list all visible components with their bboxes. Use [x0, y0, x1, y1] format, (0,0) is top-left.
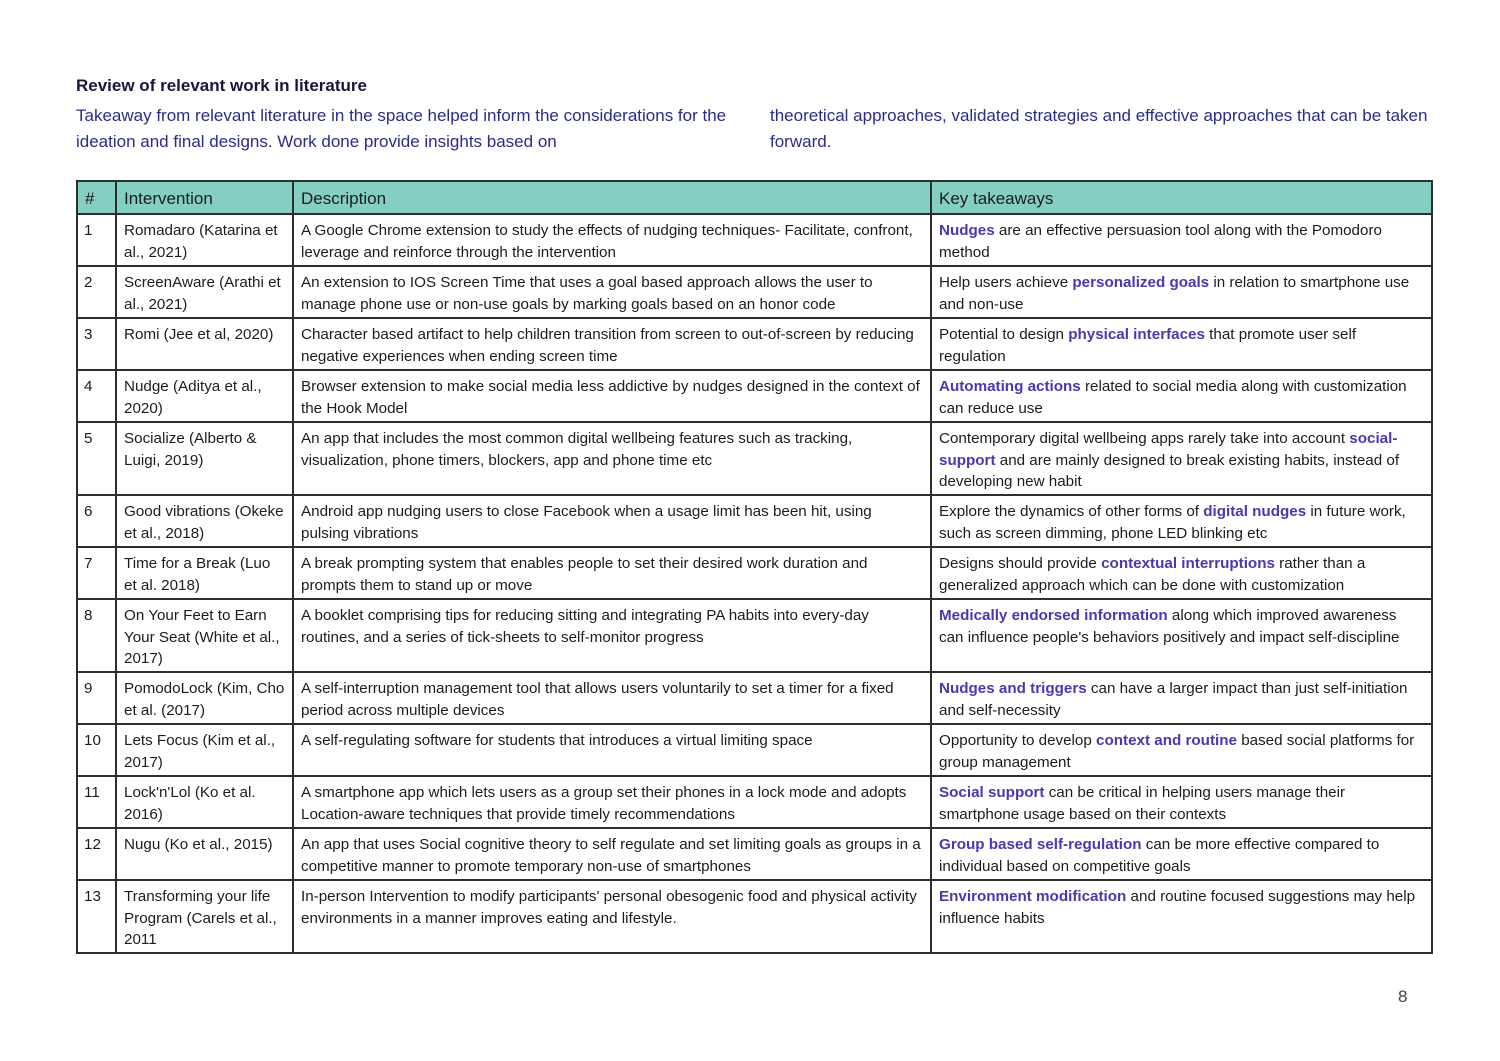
table-header-row — [77, 181, 1432, 214]
key-takeaway-cell — [931, 672, 1432, 724]
description-cell: A Google Chrome extension to study the effects of nudging techniques- Facilitate, confront, leverage and reinforce through the intervention — [293, 214, 931, 266]
description-cell: An extension to IOS Screen Time that uses a goal based approach allows the user to manage phone use or non-use goals by marking goals based on an honor code — [293, 266, 931, 318]
intro-paragraph-left: Takeaway from relevant literature in the space helped inform the considerations for the ideation and final designs. Work done provide insights based on — [76, 106, 727, 151]
row-number: 7 — [77, 547, 116, 599]
key-takeaway-cell — [931, 599, 1432, 672]
takeaway-text-after: can be critical in helping users manage their smartphone usage based on their contexts — [939, 784, 1346, 823]
takeaway-text-before: Contemporary digital wellbeing apps rarely take into account — [939, 430, 1350, 447]
description-cell: An app that uses Social cognitive theory to self regulate and set limiting goals as groups in a competitive manner to promote temporary non-use of smartphones — [293, 828, 931, 880]
intervention-cell: Lets Focus (Kim et al., 2017) — [116, 724, 293, 776]
key-takeaway-cell — [931, 776, 1432, 828]
table-row — [77, 495, 1432, 547]
takeaway-keyword: Medically endorsed information — [939, 607, 1168, 624]
description-cell: Browser extension to make social media less addictive by nudges designed in the context of the Hook Model — [293, 370, 931, 422]
column-header-intervention: Intervention — [116, 181, 293, 214]
row-number: 8 — [77, 599, 116, 672]
intervention-cell: Romi (Jee et al, 2020) — [116, 318, 293, 370]
key-takeaway-cell — [931, 724, 1432, 776]
takeaway-text-after: related to social media along with customization can reduce use — [939, 378, 1407, 417]
intervention-cell: PomodoLock (Kim, Cho et al. (2017) — [116, 672, 293, 724]
row-number: 12 — [77, 828, 116, 880]
takeaway-text-before: Help users achieve — [939, 274, 1073, 291]
takeaway-keyword: social-support — [939, 430, 1398, 469]
takeaway-keyword: Automating actions — [939, 378, 1081, 395]
intro-paragraph-right: theoretical approaches, validated strategies and effective approaches that can be taken forward. — [770, 106, 1428, 151]
table-row — [77, 318, 1432, 370]
table-row — [77, 672, 1432, 724]
row-number: 4 — [77, 370, 116, 422]
key-takeaway-cell — [931, 422, 1432, 495]
takeaway-keyword: Nudges — [939, 222, 995, 239]
page-number: 8 — [1398, 987, 1408, 1006]
takeaway-keyword: physical interfaces — [1068, 326, 1205, 343]
takeaway-text-before: Designs should provide — [939, 555, 1102, 572]
table-row — [77, 599, 1432, 672]
description-cell: A self-interruption management tool that allows users voluntarily to set a timer for a fixed period across multiple devices — [293, 672, 931, 724]
key-takeaway-cell — [931, 318, 1432, 370]
intervention-cell: Socialize (Alberto & Luigi, 2019) — [116, 422, 293, 495]
row-number: 1 — [77, 214, 116, 266]
column-header-key-takeaways: Key takeaways — [931, 181, 1432, 214]
row-number: 6 — [77, 495, 116, 547]
column-header-description: Description — [293, 181, 931, 214]
takeaway-keyword: contextual interruptions — [1101, 555, 1275, 572]
takeaway-text-after: that promote user self regulation — [939, 326, 1357, 365]
row-number: 2 — [77, 266, 116, 318]
takeaway-keyword: personalized goals — [1072, 274, 1210, 291]
row-number: 5 — [77, 422, 116, 495]
key-takeaway-cell — [931, 495, 1432, 547]
takeaway-text-before: Opportunity to develop — [939, 732, 1097, 749]
row-number: 3 — [77, 318, 116, 370]
literature-review-table — [76, 180, 1433, 954]
table-row — [77, 422, 1432, 495]
table-row — [77, 880, 1432, 953]
intervention-cell: Transforming your life Program (Carels et al., 2011 — [116, 880, 293, 953]
description-cell: A break prompting system that enables people to set their desired work duration and prompts them to stand up or move — [293, 547, 931, 599]
table-row — [77, 214, 1432, 266]
intervention-cell: On Your Feet to Earn Your Seat (White et al., 2017) — [116, 599, 293, 672]
description-cell: A smartphone app which lets users as a group set their phones in a lock mode and adopts Location-aware techniques that provide timely recommendations — [293, 776, 931, 828]
intervention-cell: Nugu (Ko et al., 2015) — [116, 828, 293, 880]
takeaway-keyword: digital nudges — [1203, 503, 1307, 520]
intervention-cell: ScreenAware (Arathi et al., 2021) — [116, 266, 293, 318]
key-takeaway-cell — [931, 880, 1432, 953]
takeaway-text-after: along which improved awareness can influence people's behaviors positively and impact self-discipline — [939, 607, 1400, 646]
row-number: 13 — [77, 880, 116, 953]
takeaway-keyword: Group based self-regulation — [939, 836, 1142, 853]
takeaway-text-after: in future work, such as screen dimming, phone LED blinking etc — [939, 503, 1406, 542]
description-cell: Character based artifact to help children transition from screen to out-of-screen by reducing negative experiences when ending screen time — [293, 318, 931, 370]
table-row — [77, 266, 1432, 318]
row-number: 11 — [77, 776, 116, 828]
table-row — [77, 370, 1432, 422]
takeaway-text-after: can have a larger impact than just self-initiation and self-necessity — [939, 680, 1408, 719]
row-number: 9 — [77, 672, 116, 724]
takeaway-keyword: Environment modification — [939, 888, 1127, 905]
takeaway-text-before: Potential to design — [939, 326, 1069, 343]
description-cell: A self-regulating software for students that introduces a virtual limiting space — [293, 724, 931, 776]
intervention-cell: Nudge (Aditya et al., 2020) — [116, 370, 293, 422]
key-takeaway-cell — [931, 266, 1432, 318]
takeaway-keyword: Social support — [939, 784, 1045, 801]
takeaway-keyword: Nudges and triggers — [939, 680, 1087, 697]
intervention-cell: Time for a Break (Luo et al. 2018) — [116, 547, 293, 599]
description-cell: A booklet comprising tips for reducing sitting and integrating PA habits into every-day routines, and a series of tick-sheets to self-monitor progress — [293, 599, 931, 672]
description-cell: Android app nudging users to close Facebook when a usage limit has been hit, using pulsing vibrations — [293, 495, 931, 547]
intervention-cell: Lock'n'Lol (Ko et al. 2016) — [116, 776, 293, 828]
takeaway-text-after: based social platforms for group management — [939, 732, 1415, 771]
takeaway-text-before: Explore the dynamics of other forms of — [939, 503, 1204, 520]
takeaway-text-after: in relation to smartphone use and non-use — [939, 274, 1410, 313]
table-row — [77, 547, 1432, 599]
takeaway-text-after: and routine focused suggestions may help influence habits — [939, 888, 1416, 927]
description-cell: In-person Intervention to modify participants' personal obesogenic food and physical activity environments in a manner improves eating and lifestyle. — [293, 880, 931, 953]
description-cell: An app that includes the most common digital wellbeing features such as tracking, visualization, phone timers, blockers, app and phone time etc — [293, 422, 931, 495]
takeaway-keyword: context and routine — [1096, 732, 1237, 749]
key-takeaway-cell — [931, 214, 1432, 266]
table-row — [77, 776, 1432, 828]
column-header-number: # — [77, 181, 116, 214]
takeaway-text-after: rather than a generalized approach which can be done with customization — [939, 555, 1366, 594]
intervention-cell: Good vibrations (Okeke et al., 2018) — [116, 495, 293, 547]
key-takeaway-cell — [931, 547, 1432, 599]
key-takeaway-cell — [931, 370, 1432, 422]
takeaway-text-after: are an effective persuasion tool along with the Pomodoro method — [939, 222, 1382, 261]
takeaway-text-after: and are mainly designed to break existing habits, instead of developing new habit — [939, 451, 1400, 490]
intervention-cell: Romadaro (Katarina et al., 2021) — [116, 214, 293, 266]
section-heading: Review of relevant work in literature — [76, 76, 367, 95]
table-row — [77, 724, 1432, 776]
row-number: 10 — [77, 724, 116, 776]
takeaway-text-after: can be more effective compared to individual based on competitive goals — [939, 836, 1380, 875]
table-row — [77, 828, 1432, 880]
key-takeaway-cell — [931, 828, 1432, 880]
